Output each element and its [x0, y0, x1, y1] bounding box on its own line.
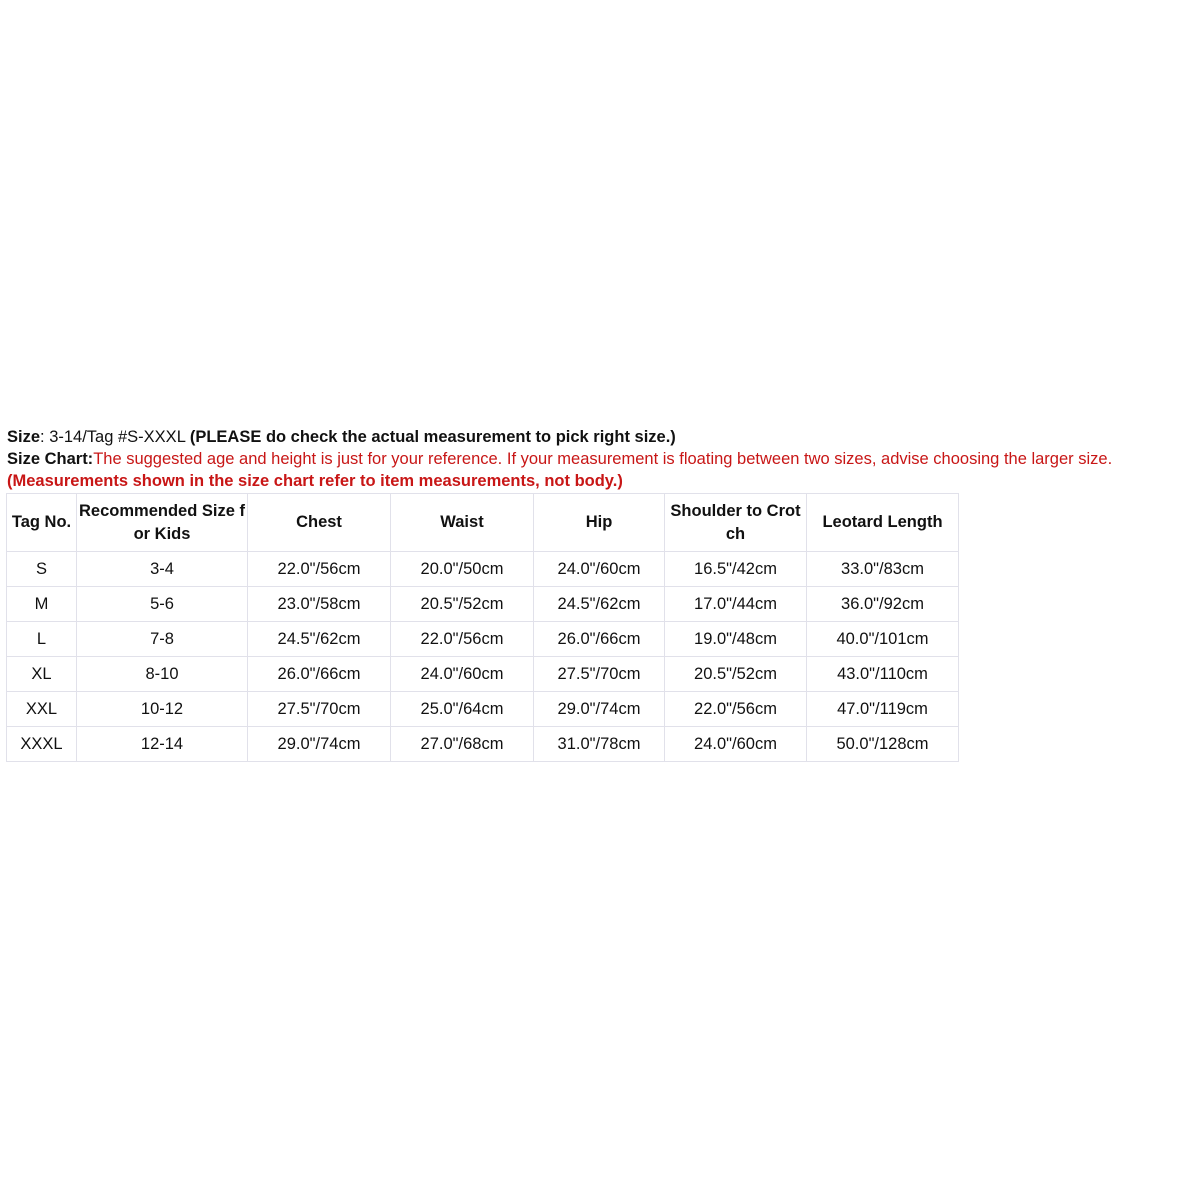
table-row	[7, 727, 959, 762]
cell-hip: 24.5"/62cm	[534, 587, 665, 622]
cell-hip: 26.0"/66cm	[534, 622, 665, 657]
cell-tag: XL	[7, 657, 77, 692]
cell-chest: 22.0"/56cm	[248, 552, 391, 587]
cell-age: 5-6	[77, 587, 248, 622]
cell-hip: 29.0"/74cm	[534, 692, 665, 727]
cell-shoulder-to-crotch: 20.5"/52cm	[665, 657, 807, 692]
cell-leotard-length: 47.0"/119cm	[807, 692, 959, 727]
cell-tag: M	[7, 587, 77, 622]
size-info	[7, 426, 1193, 492]
header-hip: Hip	[534, 494, 665, 552]
cell-hip: 27.5"/70cm	[534, 657, 665, 692]
cell-shoulder-to-crotch: 16.5"/42cm	[665, 552, 807, 587]
size-chart-line	[7, 448, 1193, 492]
cell-hip: 31.0"/78cm	[534, 727, 665, 762]
header-shoulder-to-crotch: Shoulder to Crotch	[665, 494, 807, 552]
size-label: Size	[7, 428, 41, 446]
cell-waist: 22.0"/56cm	[391, 622, 534, 657]
size-chart-note: The suggested age and height is just for your reference. If your measurement is floating between two sizes, advise choosing the larger size.	[93, 450, 1113, 468]
size-line	[7, 426, 1193, 448]
cell-shoulder-to-crotch: 24.0"/60cm	[665, 727, 807, 762]
header-tag-no: Tag No.	[7, 494, 77, 552]
cell-age: 10-12	[77, 692, 248, 727]
cell-chest: 26.0"/66cm	[248, 657, 391, 692]
cell-waist: 20.5"/52cm	[391, 587, 534, 622]
cell-age: 7-8	[77, 622, 248, 657]
header-leotard-length: Leotard Length	[807, 494, 959, 552]
size-value: : 3-14/Tag #S-XXXL	[40, 428, 190, 446]
cell-waist: 24.0"/60cm	[391, 657, 534, 692]
table-header-row	[7, 494, 959, 552]
table-row	[7, 692, 959, 727]
table-row	[7, 657, 959, 692]
cell-shoulder-to-crotch: 22.0"/56cm	[665, 692, 807, 727]
size-chart-note-bold: (Measurements shown in the size chart refer to item measurements, not body.)	[7, 472, 623, 490]
cell-chest: 24.5"/62cm	[248, 622, 391, 657]
cell-shoulder-to-crotch: 17.0"/44cm	[665, 587, 807, 622]
cell-chest: 27.5"/70cm	[248, 692, 391, 727]
size-note: (PLEASE do check the actual measurement to pick right size.)	[189, 428, 676, 446]
cell-chest: 23.0"/58cm	[248, 587, 391, 622]
cell-waist: 25.0"/64cm	[391, 692, 534, 727]
table-row	[7, 552, 959, 587]
cell-tag: L	[7, 622, 77, 657]
header-chest: Chest	[248, 494, 391, 552]
cell-waist: 20.0"/50cm	[391, 552, 534, 587]
header-recommended-size: Recommended Size for Kids	[77, 494, 248, 552]
size-chart-table	[6, 493, 959, 762]
cell-age: 3-4	[77, 552, 248, 587]
cell-leotard-length: 40.0"/101cm	[807, 622, 959, 657]
header-waist: Waist	[391, 494, 534, 552]
size-chart-label: Size Chart:	[7, 450, 94, 468]
cell-leotard-length: 50.0"/128cm	[807, 727, 959, 762]
cell-tag: XXXL	[7, 727, 77, 762]
table-row	[7, 622, 959, 657]
cell-tag: XXL	[7, 692, 77, 727]
cell-leotard-length: 43.0"/110cm	[807, 657, 959, 692]
cell-hip: 24.0"/60cm	[534, 552, 665, 587]
cell-age: 12-14	[77, 727, 248, 762]
cell-age: 8-10	[77, 657, 248, 692]
table-row	[7, 587, 959, 622]
cell-chest: 29.0"/74cm	[248, 727, 391, 762]
cell-waist: 27.0"/68cm	[391, 727, 534, 762]
cell-leotard-length: 33.0"/83cm	[807, 552, 959, 587]
cell-shoulder-to-crotch: 19.0"/48cm	[665, 622, 807, 657]
cell-leotard-length: 36.0"/92cm	[807, 587, 959, 622]
cell-tag: S	[7, 552, 77, 587]
